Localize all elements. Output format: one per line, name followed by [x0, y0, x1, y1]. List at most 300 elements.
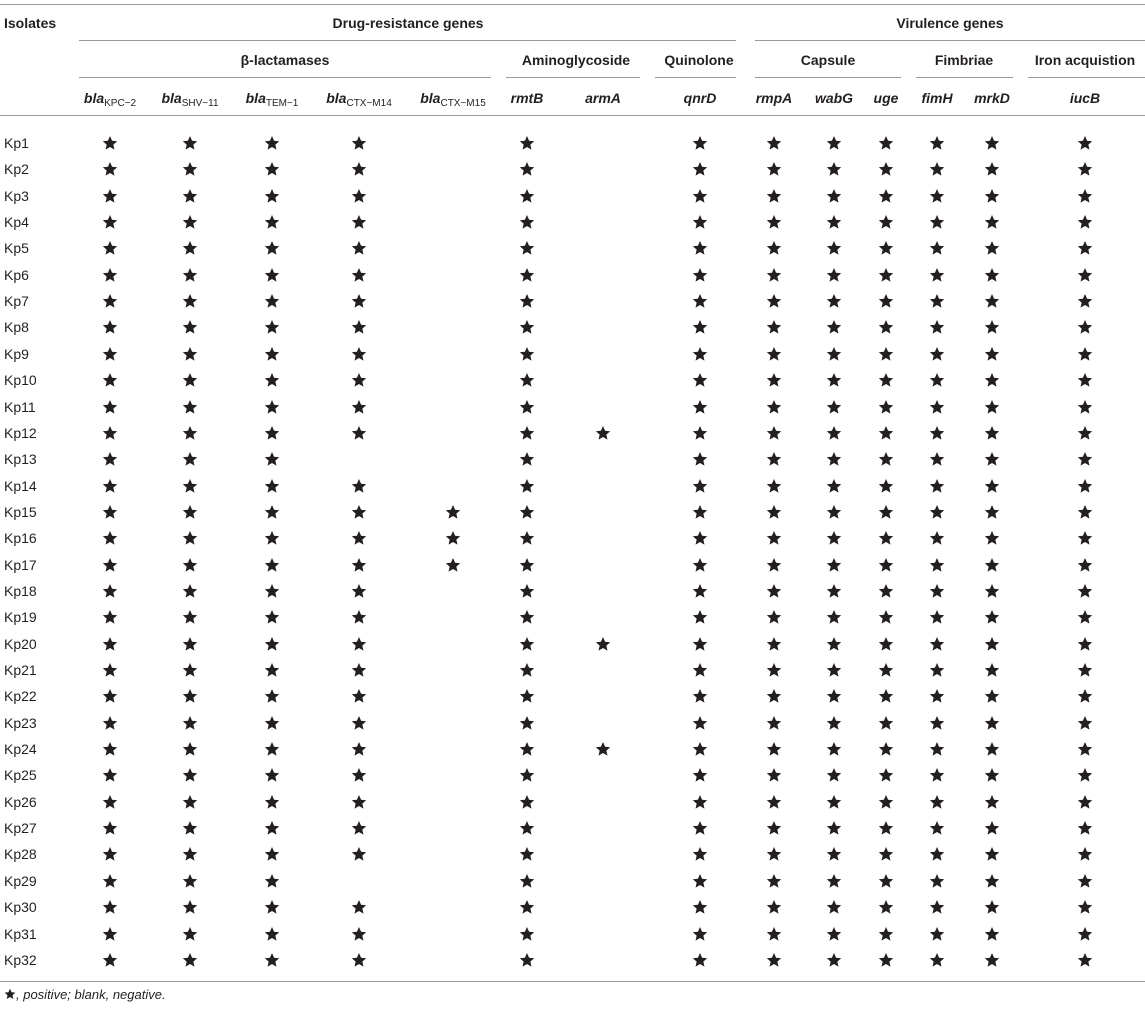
star-icon	[1077, 609, 1093, 625]
star-icon	[264, 425, 280, 441]
star-icon	[351, 161, 367, 177]
star-icon	[182, 293, 198, 309]
star-icon	[182, 346, 198, 362]
star-icon	[102, 478, 118, 494]
star-icon	[182, 662, 198, 678]
star-icon	[766, 715, 782, 731]
star-icon	[878, 820, 894, 836]
star-icon	[766, 319, 782, 335]
star-icon	[766, 583, 782, 599]
table-bottom-rule	[0, 981, 1145, 982]
star-icon	[519, 767, 535, 783]
star-icon	[826, 899, 842, 915]
star-icon	[1077, 926, 1093, 942]
star-icon	[984, 188, 1000, 204]
star-icon	[182, 952, 198, 968]
star-icon	[878, 135, 894, 151]
star-icon	[929, 504, 945, 520]
isolate-label: Kp18	[4, 582, 37, 599]
star-icon	[929, 478, 945, 494]
star-icon	[102, 293, 118, 309]
iron-subgroup-rule	[1028, 77, 1145, 78]
star-icon	[692, 346, 708, 362]
star-icon	[878, 952, 894, 968]
star-icon	[595, 636, 611, 652]
star-icon	[984, 319, 1000, 335]
drug-group-rule	[79, 40, 736, 41]
star-icon	[264, 926, 280, 942]
star-icon	[692, 319, 708, 335]
star-icon	[766, 161, 782, 177]
star-icon	[929, 135, 945, 151]
star-icon	[692, 399, 708, 415]
star-icon	[1077, 820, 1093, 836]
star-icon	[1077, 899, 1093, 915]
isolate-label: Kp8	[4, 319, 29, 336]
star-icon	[766, 267, 782, 283]
isolate-label: Kp26	[4, 793, 37, 810]
star-icon	[351, 478, 367, 494]
gene-header-mrkd: mrkD	[974, 90, 1010, 106]
star-icon	[445, 530, 461, 546]
star-icon	[1077, 135, 1093, 151]
star-icon	[826, 161, 842, 177]
star-icon	[182, 425, 198, 441]
star-icon	[102, 399, 118, 415]
star-icon	[878, 372, 894, 388]
star-icon	[519, 425, 535, 441]
star-icon	[102, 741, 118, 757]
table-top-rule	[0, 4, 1145, 5]
star-icon	[264, 662, 280, 678]
isolate-label: Kp7	[4, 293, 29, 310]
star-icon	[929, 267, 945, 283]
star-icon	[984, 952, 1000, 968]
star-icon	[182, 820, 198, 836]
star-icon	[766, 346, 782, 362]
star-icon	[826, 609, 842, 625]
star-icon	[102, 767, 118, 783]
header-bottom-rule	[0, 115, 1145, 116]
star-icon	[182, 240, 198, 256]
star-icon	[826, 240, 842, 256]
star-icon	[826, 846, 842, 862]
star-icon	[519, 188, 535, 204]
star-icon	[351, 662, 367, 678]
capsule-header: Capsule	[800, 52, 856, 68]
isolate-label: Kp12	[4, 424, 37, 441]
star-icon	[878, 399, 894, 415]
star-icon	[984, 846, 1000, 862]
star-icon	[766, 399, 782, 415]
star-icon	[878, 530, 894, 546]
virulence-group-rule	[755, 40, 1145, 41]
star-icon	[595, 741, 611, 757]
star-icon	[519, 873, 535, 889]
star-icon	[984, 662, 1000, 678]
star-icon	[826, 478, 842, 494]
star-icon	[984, 767, 1000, 783]
star-icon	[692, 926, 708, 942]
star-icon	[264, 688, 280, 704]
star-icon	[519, 846, 535, 862]
star-icon	[519, 794, 535, 810]
star-icon	[264, 583, 280, 599]
isolate-label: Kp24	[4, 741, 37, 758]
star-icon	[264, 899, 280, 915]
star-icon	[102, 346, 118, 362]
star-icon	[984, 451, 1000, 467]
star-icon	[264, 399, 280, 415]
star-icon	[1077, 214, 1093, 230]
star-icon	[826, 794, 842, 810]
star-icon	[264, 715, 280, 731]
star-icon	[984, 372, 1000, 388]
star-icon	[878, 293, 894, 309]
star-icon	[519, 293, 535, 309]
star-icon	[826, 715, 842, 731]
star-icon	[264, 293, 280, 309]
star-icon	[264, 214, 280, 230]
isolate-label: Kp23	[4, 714, 37, 731]
star-icon	[929, 188, 945, 204]
star-icon	[351, 926, 367, 942]
aminoglycoside-header: Aminoglycoside	[521, 52, 631, 68]
star-icon	[351, 214, 367, 230]
iron-acquisition-header: Iron acquistion	[1034, 52, 1136, 68]
star-icon	[102, 662, 118, 678]
star-icon	[264, 952, 280, 968]
gene-header-rmtb: rmtB	[510, 90, 544, 106]
drug-resistance-header: Drug-resistance genes	[332, 15, 484, 31]
star-icon	[1077, 688, 1093, 704]
star-icon	[826, 636, 842, 652]
star-icon	[826, 741, 842, 757]
star-icon	[351, 240, 367, 256]
star-icon	[102, 688, 118, 704]
star-icon	[984, 135, 1000, 151]
star-icon	[692, 741, 708, 757]
star-icon	[692, 267, 708, 283]
star-icon	[1077, 741, 1093, 757]
isolate-label: Kp10	[4, 372, 37, 389]
star-icon	[351, 346, 367, 362]
star-icon	[1077, 188, 1093, 204]
star-icon	[826, 504, 842, 520]
star-icon	[351, 425, 367, 441]
star-icon	[766, 240, 782, 256]
star-icon	[102, 583, 118, 599]
star-icon	[182, 846, 198, 862]
star-icon	[878, 794, 894, 810]
star-icon	[766, 293, 782, 309]
star-icon	[692, 214, 708, 230]
star-icon	[182, 214, 198, 230]
star-icon	[878, 240, 894, 256]
star-icon	[826, 372, 842, 388]
star-icon	[519, 899, 535, 915]
star-icon	[929, 899, 945, 915]
star-icon	[929, 583, 945, 599]
star-icon	[445, 504, 461, 520]
star-icon	[264, 873, 280, 889]
star-icon	[102, 820, 118, 836]
star-icon	[351, 952, 367, 968]
star-icon	[692, 767, 708, 783]
star-icon	[692, 504, 708, 520]
star-icon	[1077, 952, 1093, 968]
star-icon	[984, 267, 1000, 283]
isolate-label: Kp29	[4, 872, 37, 889]
isolate-label: Kp19	[4, 609, 37, 626]
star-icon	[826, 952, 842, 968]
star-icon	[984, 557, 1000, 573]
star-icon	[182, 530, 198, 546]
star-icon	[929, 346, 945, 362]
star-icon	[984, 873, 1000, 889]
star-icon	[878, 478, 894, 494]
gene-header-arma: armA	[585, 90, 621, 106]
star-icon	[4, 988, 16, 1000]
star-icon	[102, 504, 118, 520]
isolate-label: Kp11	[4, 398, 36, 415]
star-icon	[766, 557, 782, 573]
star-icon	[766, 214, 782, 230]
star-icon	[102, 794, 118, 810]
star-icon	[878, 161, 894, 177]
star-icon	[984, 478, 1000, 494]
gene-header-uge: uge	[873, 90, 899, 106]
star-icon	[102, 161, 118, 177]
star-icon	[182, 161, 198, 177]
isolate-label: Kp4	[4, 214, 29, 231]
star-icon	[878, 846, 894, 862]
quino-subgroup-rule	[655, 77, 736, 78]
star-icon	[766, 504, 782, 520]
star-icon	[878, 636, 894, 652]
star-icon	[929, 372, 945, 388]
star-icon	[519, 662, 535, 678]
blactamases-header: β-lactamases	[240, 52, 330, 68]
star-icon	[1077, 372, 1093, 388]
star-icon	[351, 557, 367, 573]
star-icon	[264, 319, 280, 335]
star-icon	[351, 135, 367, 151]
isolate-label: Kp5	[4, 240, 29, 257]
virulence-header: Virulence genes	[896, 15, 1004, 31]
star-icon	[984, 820, 1000, 836]
star-icon	[929, 926, 945, 942]
star-icon	[692, 820, 708, 836]
star-icon	[351, 794, 367, 810]
star-icon	[766, 926, 782, 942]
star-icon	[264, 820, 280, 836]
star-icon	[766, 741, 782, 757]
star-icon	[351, 636, 367, 652]
star-icon	[826, 293, 842, 309]
star-icon	[766, 820, 782, 836]
star-icon	[264, 188, 280, 204]
star-icon	[1077, 662, 1093, 678]
star-icon	[984, 504, 1000, 520]
star-icon	[351, 767, 367, 783]
star-icon	[182, 741, 198, 757]
star-icon	[1077, 530, 1093, 546]
star-icon	[182, 372, 198, 388]
gene-header-bla-ctx-m15: bla$_{CTX-M15}$	[420, 90, 486, 109]
star-icon	[826, 451, 842, 467]
isolate-label: Kp25	[4, 767, 37, 784]
star-icon	[519, 399, 535, 415]
star-icon	[929, 636, 945, 652]
star-icon	[692, 609, 708, 625]
star-icon	[351, 609, 367, 625]
star-icon	[692, 188, 708, 204]
star-icon	[1077, 240, 1093, 256]
star-icon	[1077, 873, 1093, 889]
star-icon	[1077, 293, 1093, 309]
star-icon	[984, 214, 1000, 230]
star-icon	[826, 267, 842, 283]
star-icon	[984, 346, 1000, 362]
star-icon	[878, 899, 894, 915]
star-icon	[519, 636, 535, 652]
star-icon	[984, 715, 1000, 731]
star-icon	[102, 715, 118, 731]
star-icon	[351, 820, 367, 836]
star-icon	[984, 583, 1000, 599]
star-icon	[351, 741, 367, 757]
isolate-label: Kp32	[4, 951, 37, 968]
star-icon	[351, 188, 367, 204]
star-icon	[351, 688, 367, 704]
star-icon	[878, 267, 894, 283]
star-icon	[264, 846, 280, 862]
star-icon	[766, 899, 782, 915]
star-icon	[102, 214, 118, 230]
isolates-header: Isolates	[4, 15, 57, 31]
star-icon	[182, 504, 198, 520]
star-icon	[102, 557, 118, 573]
footnote-text: , positive; blank, negative.	[16, 987, 166, 1002]
star-icon	[929, 319, 945, 335]
star-icon	[1077, 583, 1093, 599]
star-icon	[264, 451, 280, 467]
star-icon	[929, 688, 945, 704]
star-icon	[878, 346, 894, 362]
star-icon	[1077, 425, 1093, 441]
amino-subgroup-rule	[506, 77, 640, 78]
gene-header-bla-shv-11: bla$_{SHV-11}$	[161, 90, 219, 109]
star-icon	[1077, 399, 1093, 415]
star-icon	[929, 293, 945, 309]
star-icon	[878, 504, 894, 520]
star-icon	[766, 794, 782, 810]
star-icon	[1077, 451, 1093, 467]
star-icon	[878, 715, 894, 731]
star-icon	[929, 715, 945, 731]
star-icon	[182, 135, 198, 151]
star-icon	[102, 926, 118, 942]
star-icon	[984, 399, 1000, 415]
star-icon	[984, 926, 1000, 942]
star-icon	[102, 135, 118, 151]
star-icon	[984, 636, 1000, 652]
star-icon	[182, 609, 198, 625]
capsule-subgroup-rule	[755, 77, 901, 78]
star-icon	[595, 425, 611, 441]
isolate-label: Kp1	[4, 135, 29, 151]
star-icon	[826, 319, 842, 335]
star-icon	[692, 583, 708, 599]
star-icon	[264, 372, 280, 388]
star-icon	[182, 267, 198, 283]
gene-header-bla-ctx-m14: bla$_{CTX-M14}$	[326, 90, 392, 109]
star-icon	[264, 346, 280, 362]
star-icon	[182, 715, 198, 731]
star-icon	[766, 688, 782, 704]
star-icon	[766, 952, 782, 968]
star-icon	[766, 478, 782, 494]
isolate-label: Kp31	[4, 925, 37, 942]
star-icon	[766, 636, 782, 652]
star-icon	[766, 135, 782, 151]
star-icon	[1077, 319, 1093, 335]
star-icon	[929, 662, 945, 678]
star-icon	[102, 188, 118, 204]
star-icon	[929, 425, 945, 441]
star-icon	[826, 688, 842, 704]
fimbriae-header: Fimbriae	[934, 52, 994, 68]
star-icon	[878, 319, 894, 335]
star-icon	[519, 530, 535, 546]
star-icon	[519, 451, 535, 467]
star-icon	[182, 188, 198, 204]
star-icon	[692, 293, 708, 309]
star-icon	[929, 741, 945, 757]
isolate-label: Kp27	[4, 820, 37, 837]
star-icon	[519, 346, 535, 362]
star-icon	[692, 899, 708, 915]
star-icon	[878, 583, 894, 599]
star-icon	[351, 319, 367, 335]
star-icon	[264, 267, 280, 283]
star-icon	[519, 372, 535, 388]
star-icon	[351, 899, 367, 915]
star-icon	[182, 636, 198, 652]
star-icon	[984, 899, 1000, 915]
star-icon	[102, 530, 118, 546]
star-icon	[929, 530, 945, 546]
star-icon	[182, 899, 198, 915]
star-icon	[929, 820, 945, 836]
star-icon	[929, 399, 945, 415]
star-icon	[351, 846, 367, 862]
star-icon	[984, 688, 1000, 704]
gene-header-fimh: fimH	[921, 90, 953, 106]
star-icon	[102, 267, 118, 283]
star-icon	[264, 240, 280, 256]
star-icon	[929, 846, 945, 862]
isolate-label: Kp21	[4, 662, 37, 678]
star-icon	[984, 161, 1000, 177]
star-icon	[929, 873, 945, 889]
star-icon	[692, 425, 708, 441]
star-icon	[264, 741, 280, 757]
isolate-label: Kp14	[4, 477, 37, 494]
star-icon	[1077, 846, 1093, 862]
star-icon	[826, 583, 842, 599]
